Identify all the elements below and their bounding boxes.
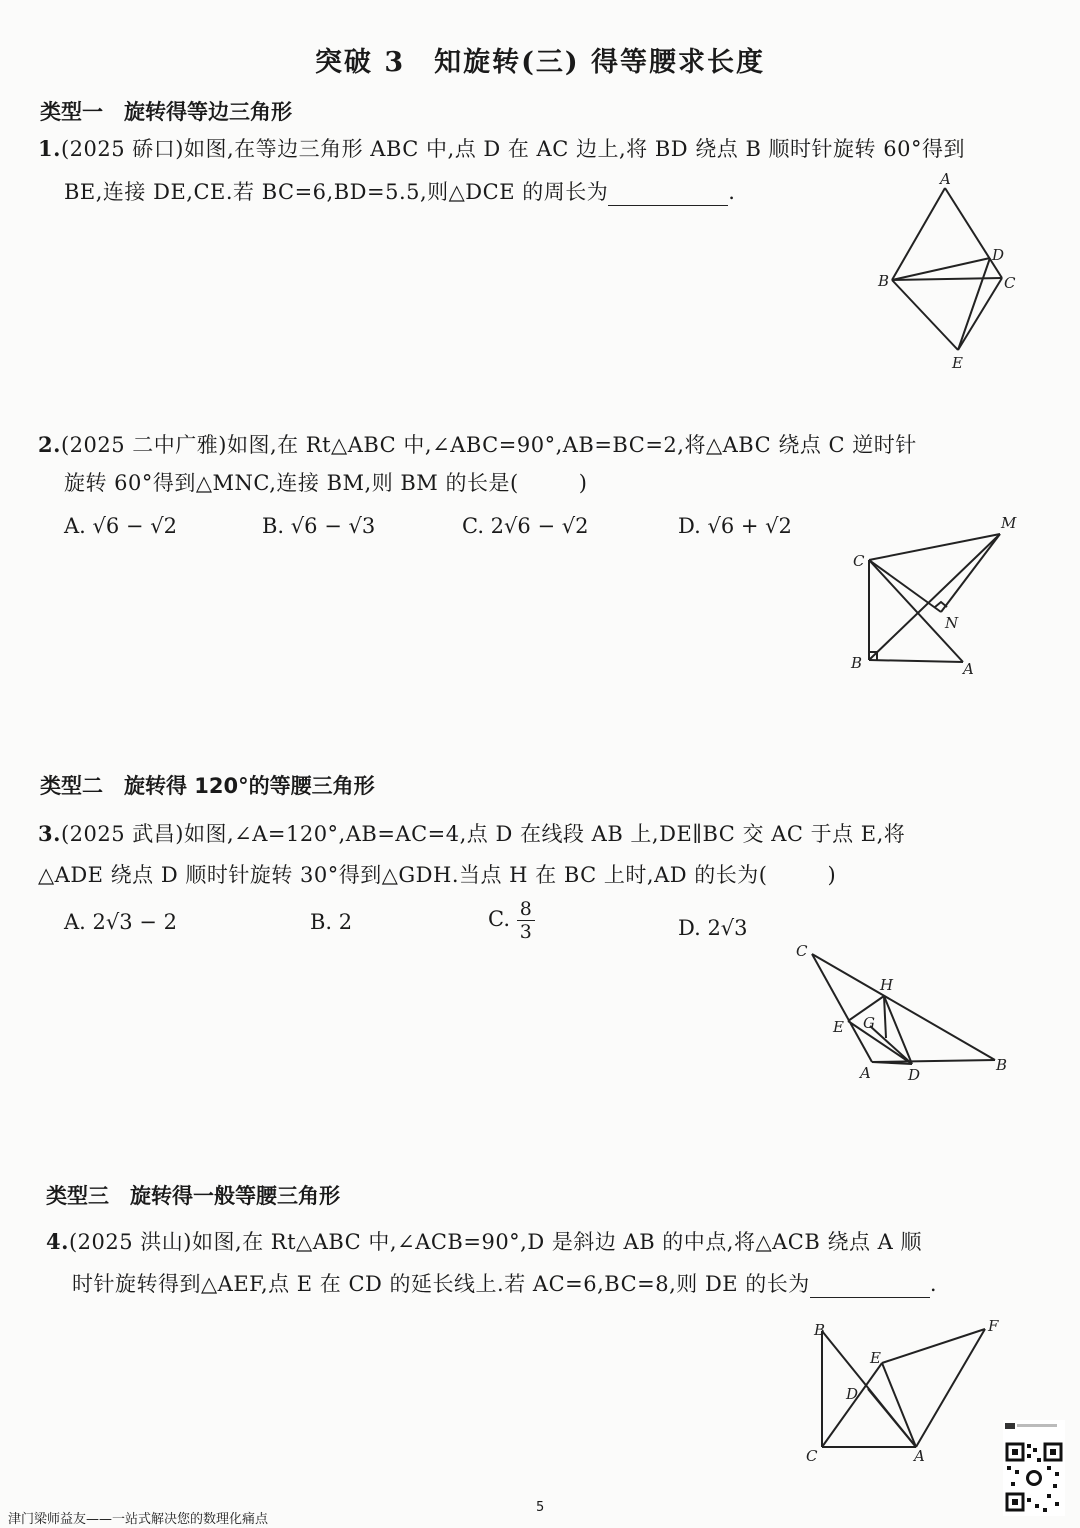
q2-label-n: N — [945, 614, 959, 632]
q4-text-2: 时针旋转得到△AEF,点 E 在 CD 的延长线上.若 AC=6,BC=8,则 DE 的长为 — [72, 1272, 810, 1296]
section-heading-2: 类型二 旋转得 120°的等腰三角形 — [40, 774, 375, 798]
page-title: 突破 3 知旋转(三) 得等腰求长度 — [314, 47, 766, 78]
section-heading-1: 类型一 旋转得等边三角形 — [40, 100, 292, 124]
q3-option-c-fraction: $\frac{8}{3}$ — [517, 898, 535, 943]
q2-option-b[interactable]: B. √6 − √3 — [262, 514, 376, 538]
q2-paren-close: ) — [578, 471, 588, 495]
q1-label-c: C — [1004, 274, 1016, 292]
q4-label-f: F — [988, 1317, 999, 1335]
q3-option-c[interactable] — [488, 898, 535, 943]
q2-line2 — [64, 467, 587, 497]
q2-number: 2. — [38, 432, 61, 457]
q4-number: 4. — [46, 1229, 69, 1254]
q3-line2 — [38, 859, 836, 889]
q3-option-c-label: C. — [488, 907, 510, 931]
q4-label-a: A — [914, 1447, 925, 1465]
q3-option-b[interactable]: B. 2 — [310, 910, 353, 934]
q2-text-2: 旋转 60°得到△MNC,连接 BM,则 BM 的长是( — [64, 471, 519, 495]
q3-label-b: B — [996, 1056, 1008, 1074]
q1-text-2: BE,连接 DE,CE.若 BC=6,BD=5.5,则△DCE 的周长为 — [64, 180, 609, 204]
q3-label-a: A — [860, 1064, 871, 1082]
q4-text-1: (2025 洪山)如图,在 Rt△ABC 中,∠ACB=90°,D 是斜边 AB 的中点,将△ACB 绕点 A 顺 — [68, 1230, 922, 1254]
q3-label-c: C — [796, 942, 808, 960]
q2-option-c[interactable]: C. 2√6 − √2 — [462, 514, 589, 538]
q1-label-e: E — [952, 354, 963, 372]
q1-label-d: D — [992, 246, 1005, 264]
q3-text-1: (2025 武昌)如图,∠A=120°,AB=AC=4,点 D 在线段 AB 上,DE∥BC 交 AC 于点 E,将 — [60, 822, 906, 846]
qr-code-image — [1003, 1420, 1065, 1516]
q3-line1 — [38, 818, 905, 848]
q1-figure — [870, 170, 1050, 380]
q1-period: . — [728, 180, 736, 204]
q3-figure — [790, 938, 1020, 1088]
q3-text-2: △ADE 绕点 D 顺时针旋转 30°得到△GDH.当点 H 在 BC 上时,AD 的长为( — [38, 863, 768, 887]
q1-number: 1. — [38, 136, 61, 161]
q1-line2 — [64, 176, 735, 206]
q3-label-g: G — [863, 1014, 875, 1032]
q2-figure — [845, 510, 1035, 685]
q4-label-b: B — [814, 1321, 826, 1339]
q3-label-e: E — [833, 1018, 844, 1036]
q2-line1 — [38, 429, 917, 459]
q2-label-b: B — [851, 654, 863, 672]
q1-label-b: B — [878, 272, 890, 290]
q1-label-a: A — [940, 170, 951, 188]
page-number: 5 — [536, 1500, 545, 1515]
q3-label-h: H — [880, 976, 894, 994]
q4-answer-blank[interactable] — [810, 1277, 930, 1298]
q4-label-d: D — [846, 1385, 859, 1403]
q1-answer-blank[interactable] — [608, 185, 728, 206]
section-heading-3: 类型三 旋转得一般等腰三角形 — [46, 1184, 340, 1208]
q2-option-d[interactable]: D. √6 + √2 — [678, 514, 792, 538]
q4-period: . — [929, 1272, 937, 1296]
q1-line1 — [38, 133, 965, 163]
q2-label-a: A — [963, 660, 974, 678]
q4-label-e: E — [870, 1349, 881, 1367]
q4-line1 — [46, 1226, 922, 1256]
q4-line2 — [72, 1268, 937, 1298]
q2-option-a[interactable]: A. √6 − √2 — [64, 514, 177, 538]
q3-option-a[interactable]: A. 2√3 − 2 — [64, 910, 177, 934]
q4-label-c: C — [806, 1447, 818, 1465]
q4-figure — [800, 1315, 1010, 1465]
q3-paren-close: ) — [827, 863, 837, 887]
q1-text-1: (2025 硚口)如图,在等边三角形 ABC 中,点 D 在 AC 边上,将 BD 绕点 B 顺时针旋转 60°得到 — [60, 137, 965, 161]
q2-label-m: M — [1001, 514, 1017, 532]
q2-text-1: (2025 二中广雅)如图,在 Rt△ABC 中,∠ABC=90°,AB=BC=2,将△ABC 绕点 C 逆时针 — [60, 433, 917, 457]
q3-label-d: D — [908, 1066, 921, 1084]
footer-credit: 津门梁师益友——一站式解决您的数理化痛点 — [8, 1512, 269, 1527]
q3-option-d[interactable]: D. 2√3 — [678, 916, 748, 940]
q3-number: 3. — [38, 821, 61, 846]
q2-label-c: C — [853, 552, 865, 570]
